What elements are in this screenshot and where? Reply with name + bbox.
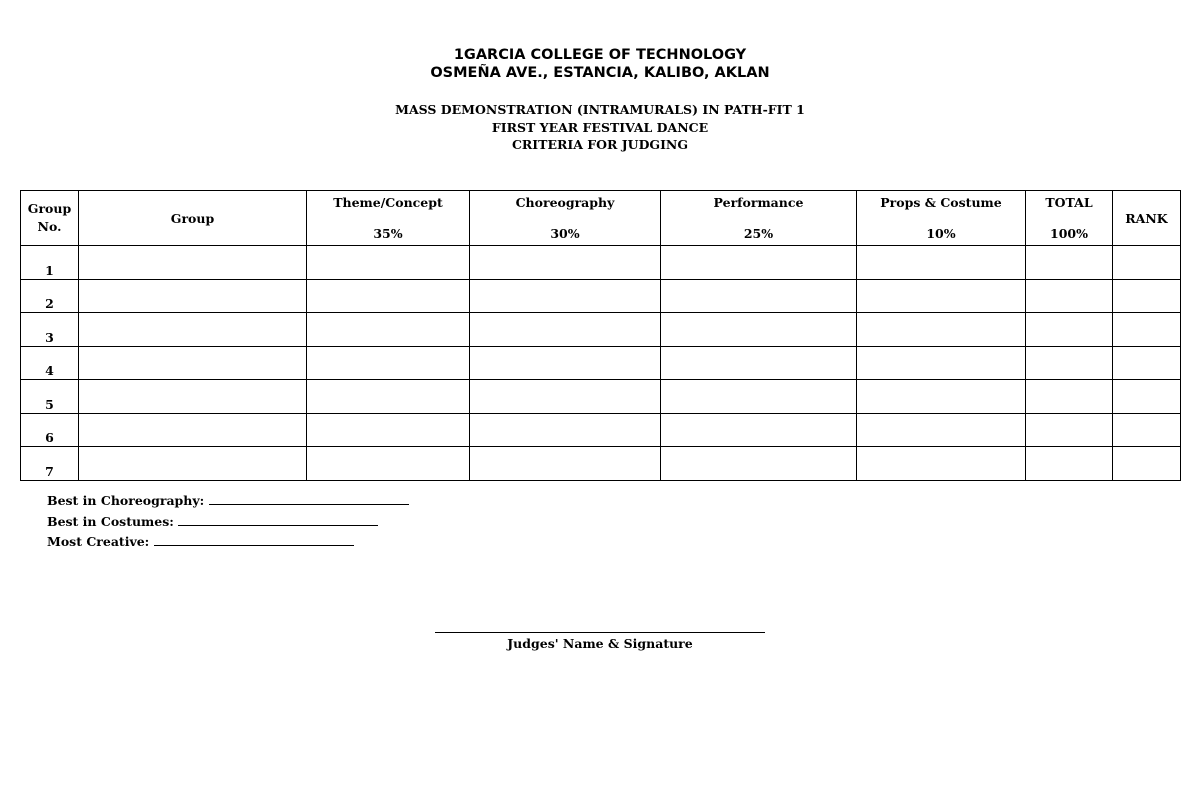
header-group-no [21, 191, 79, 246]
school-name: 1GARCIA COLLEGE OF TECHNOLOGY [453, 47, 747, 63]
criterion-weight: 25% [743, 226, 774, 241]
total-score-cell[interactable] [1026, 279, 1113, 313]
criterion-weight: 100% [1050, 226, 1088, 241]
props-score-cell[interactable] [857, 279, 1026, 313]
group-number-cell: 6 [21, 413, 79, 447]
event-title-block [0, 101, 1200, 154]
table-row [21, 313, 1181, 347]
rank-cell[interactable] [1113, 279, 1181, 313]
total-score-cell[interactable] [1026, 346, 1113, 380]
criterion-label: TOTAL [1045, 195, 1093, 210]
event-title: MASS DEMONSTRATION (INTRAMURALS) IN PATH-FIT 1 [395, 102, 805, 117]
table-row [21, 279, 1181, 313]
choreography-score-cell[interactable] [470, 447, 661, 481]
choreography-score-cell[interactable] [470, 380, 661, 414]
choreography-score-cell[interactable] [470, 279, 661, 313]
group-name-cell[interactable] [79, 246, 307, 280]
table-row [21, 380, 1181, 414]
props-score-cell[interactable] [857, 380, 1026, 414]
award-label: Most Creative: [47, 534, 150, 549]
choreography-score-cell[interactable] [470, 313, 661, 347]
rank-cell[interactable] [1113, 313, 1181, 347]
signature-label: Judges' Name & Signature [507, 636, 693, 651]
header-performance [661, 191, 857, 246]
group-number-cell: 2 [21, 279, 79, 313]
header-group-no-line1: Group [27, 201, 72, 216]
school-address: OSMEÑA AVE., ESTANCIA, KALIBO, AKLAN [430, 65, 770, 81]
theme-score-cell[interactable] [307, 246, 470, 280]
group-name-cell[interactable] [79, 447, 307, 481]
header-group: Group [79, 191, 307, 246]
performance-score-cell[interactable] [661, 346, 857, 380]
total-score-cell[interactable] [1026, 447, 1113, 481]
header-group-no-line2: No. [37, 219, 62, 234]
props-score-cell[interactable] [857, 313, 1026, 347]
choreography-score-cell[interactable] [470, 246, 661, 280]
rank-cell[interactable] [1113, 447, 1181, 481]
special-awards [47, 491, 409, 553]
theme-score-cell[interactable] [307, 447, 470, 481]
group-number-cell: 4 [21, 346, 79, 380]
group-number-cell: 5 [21, 380, 79, 414]
header-rank: RANK [1113, 191, 1181, 246]
theme-score-cell[interactable] [307, 413, 470, 447]
criterion-label: Props & Costume [880, 195, 1002, 210]
header-total [1026, 191, 1113, 246]
choreography-score-cell[interactable] [470, 346, 661, 380]
judging-table [20, 190, 1181, 481]
props-score-cell[interactable] [857, 246, 1026, 280]
theme-score-cell[interactable] [307, 279, 470, 313]
choreography-score-cell[interactable] [470, 413, 661, 447]
group-number-cell: 1 [21, 246, 79, 280]
header-theme-concept [307, 191, 470, 246]
award-best-costumes [47, 512, 409, 533]
event-subtitle: FIRST YEAR FESTIVAL DANCE [491, 119, 709, 135]
award-most-creative [47, 532, 409, 553]
award-blank-line[interactable] [209, 492, 409, 505]
table-row [21, 346, 1181, 380]
rank-cell[interactable] [1113, 413, 1181, 447]
criteria-heading: CRITERIA FOR JUDGING [511, 137, 689, 152]
rank-cell[interactable] [1113, 246, 1181, 280]
table-header-row [21, 191, 1181, 246]
total-score-cell[interactable] [1026, 313, 1113, 347]
criterion-label: Performance [713, 195, 804, 210]
performance-score-cell[interactable] [661, 447, 857, 481]
criterion-label: Theme/Concept [333, 195, 443, 210]
performance-score-cell[interactable] [661, 246, 857, 280]
document-header [0, 46, 1200, 82]
performance-score-cell[interactable] [661, 413, 857, 447]
criterion-weight: 10% [926, 226, 956, 241]
theme-score-cell[interactable] [307, 380, 470, 414]
theme-score-cell[interactable] [307, 313, 470, 347]
total-score-cell[interactable] [1026, 380, 1113, 414]
total-score-cell[interactable] [1026, 246, 1113, 280]
table-row [21, 413, 1181, 447]
group-number-cell: 7 [21, 447, 79, 481]
criterion-weight: 35% [373, 226, 403, 241]
header-choreography [470, 191, 661, 246]
performance-score-cell[interactable] [661, 380, 857, 414]
award-blank-line[interactable] [154, 533, 354, 546]
props-score-cell[interactable] [857, 447, 1026, 481]
group-name-cell[interactable] [79, 279, 307, 313]
award-blank-line[interactable] [178, 513, 378, 526]
props-score-cell[interactable] [857, 413, 1026, 447]
group-name-cell[interactable] [79, 380, 307, 414]
award-label: Best in Costumes: [47, 513, 174, 529]
group-name-cell[interactable] [79, 346, 307, 380]
criterion-weight: 30% [550, 226, 580, 241]
group-name-cell[interactable] [79, 413, 307, 447]
performance-score-cell[interactable] [661, 279, 857, 313]
criterion-label: Choreography [515, 195, 615, 210]
table-row [21, 447, 1181, 481]
header-props-costume [857, 191, 1026, 246]
award-best-choreography [47, 491, 409, 512]
table-row [21, 246, 1181, 280]
props-score-cell[interactable] [857, 346, 1026, 380]
signature-line[interactable] [435, 632, 765, 633]
theme-score-cell[interactable] [307, 346, 470, 380]
group-name-cell[interactable] [79, 313, 307, 347]
rank-cell[interactable] [1113, 380, 1181, 414]
total-score-cell[interactable] [1026, 413, 1113, 447]
award-label: Best in Choreography: [47, 493, 205, 508]
performance-score-cell[interactable] [661, 313, 857, 347]
group-number-cell: 3 [21, 313, 79, 347]
rank-cell[interactable] [1113, 346, 1181, 380]
